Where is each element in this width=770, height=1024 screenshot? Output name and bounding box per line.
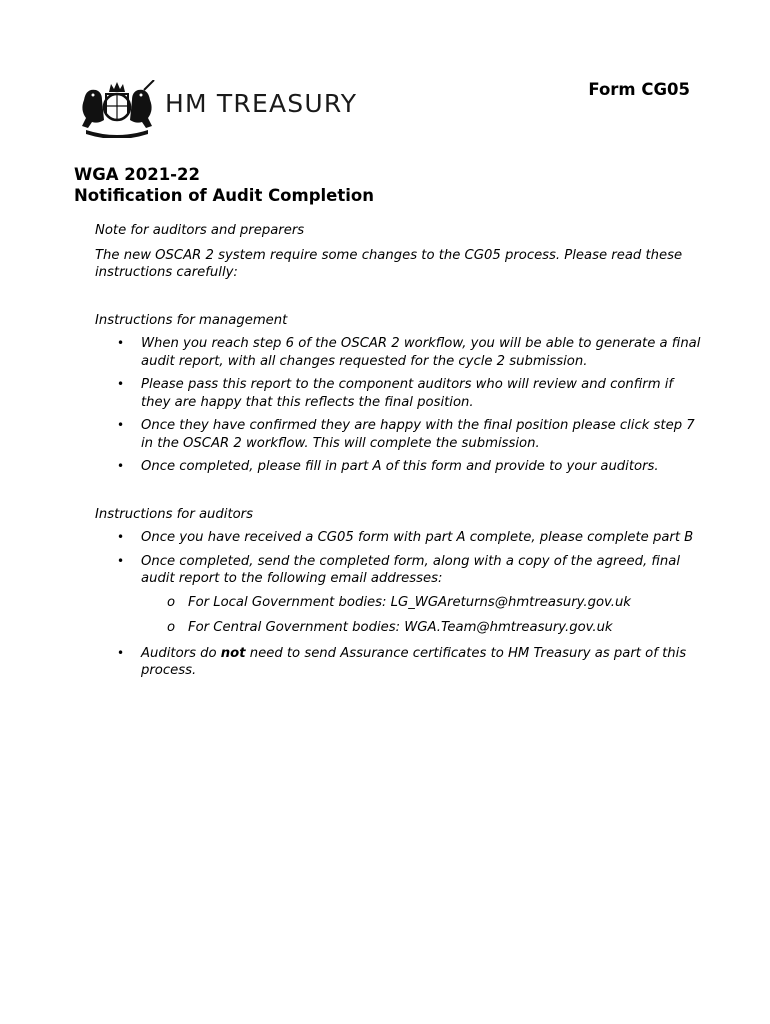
intro-note: Note for auditors and preparers <box>95 223 305 238</box>
bullet-icon: • <box>117 553 125 568</box>
title-name: Notification of Audit Completion <box>74 186 374 205</box>
form-code: Form CG05 <box>588 80 690 99</box>
list-item: • Once completed, please fill in part A of this form and provide to your auditors. <box>117 459 659 474</box>
crest-logo <box>78 80 156 138</box>
email-item-central: o For Central Government bodies: WGA.Team@hmtreasury.gov.uk <box>167 620 613 635</box>
list-item: • When you reach step 6 of the OSCAR 2 workflow, you will be able to generate a final audit report, with all changes requested for the cycle 2 submission. <box>117 336 701 369</box>
bullet-icon: • <box>117 377 125 391</box>
bullet-icon: • <box>117 459 125 473</box>
list-item: • Once you have received a CG05 form with part A complete, please complete part B <box>117 530 694 545</box>
document-title <box>74 164 374 206</box>
management-list <box>95 335 705 476</box>
bullet-icon: • <box>117 418 125 432</box>
list-item: • Once they have confirmed they are happy with the final position please click step 7 in the OSCAR 2 workflow. This will complete the submission. <box>117 418 695 451</box>
bullet-icon: • <box>117 336 125 350</box>
email-list <box>141 594 705 637</box>
bullet-icon: • <box>117 645 125 660</box>
title-year: WGA 2021-22 <box>74 165 200 184</box>
management-heading: Instructions for management <box>95 312 288 328</box>
department-name: HM TREASURY <box>165 89 358 118</box>
document-body <box>95 222 705 686</box>
emphasis-not: not <box>220 645 246 661</box>
list-item: • Once completed, send the completed form, along with a copy of the agreed, final audit report to the following email addresses: o For Local Government bodies: LG_WGAreturns@hmtreasury.gov.uk o For Central Government bodies: WGA.Team@hmtreasury.gov.uk <box>95 553 705 637</box>
email-item-local: o For Local Government bodies: LG_WGAreturns@hmtreasury.gov.uk <box>167 594 631 610</box>
auditors-heading: Instructions for auditors <box>95 506 253 522</box>
auditors-list <box>95 529 705 680</box>
list-item: • Auditors do not need to send Assurance certificates to HM Treasury as part of this process. <box>117 645 687 678</box>
royal-coat-of-arms-icon <box>78 80 156 138</box>
intro-text: The new OSCAR 2 system require some changes to the CG05 process. Please read these instructions carefully: <box>95 247 683 280</box>
list-item: • Please pass this report to the component auditors who will review and confirm if they are happy that this reflects the final position. <box>117 377 674 410</box>
sub-bullet-icon: o <box>167 620 176 635</box>
sub-bullet-icon: o <box>167 594 176 610</box>
bullet-icon: • <box>117 530 125 544</box>
